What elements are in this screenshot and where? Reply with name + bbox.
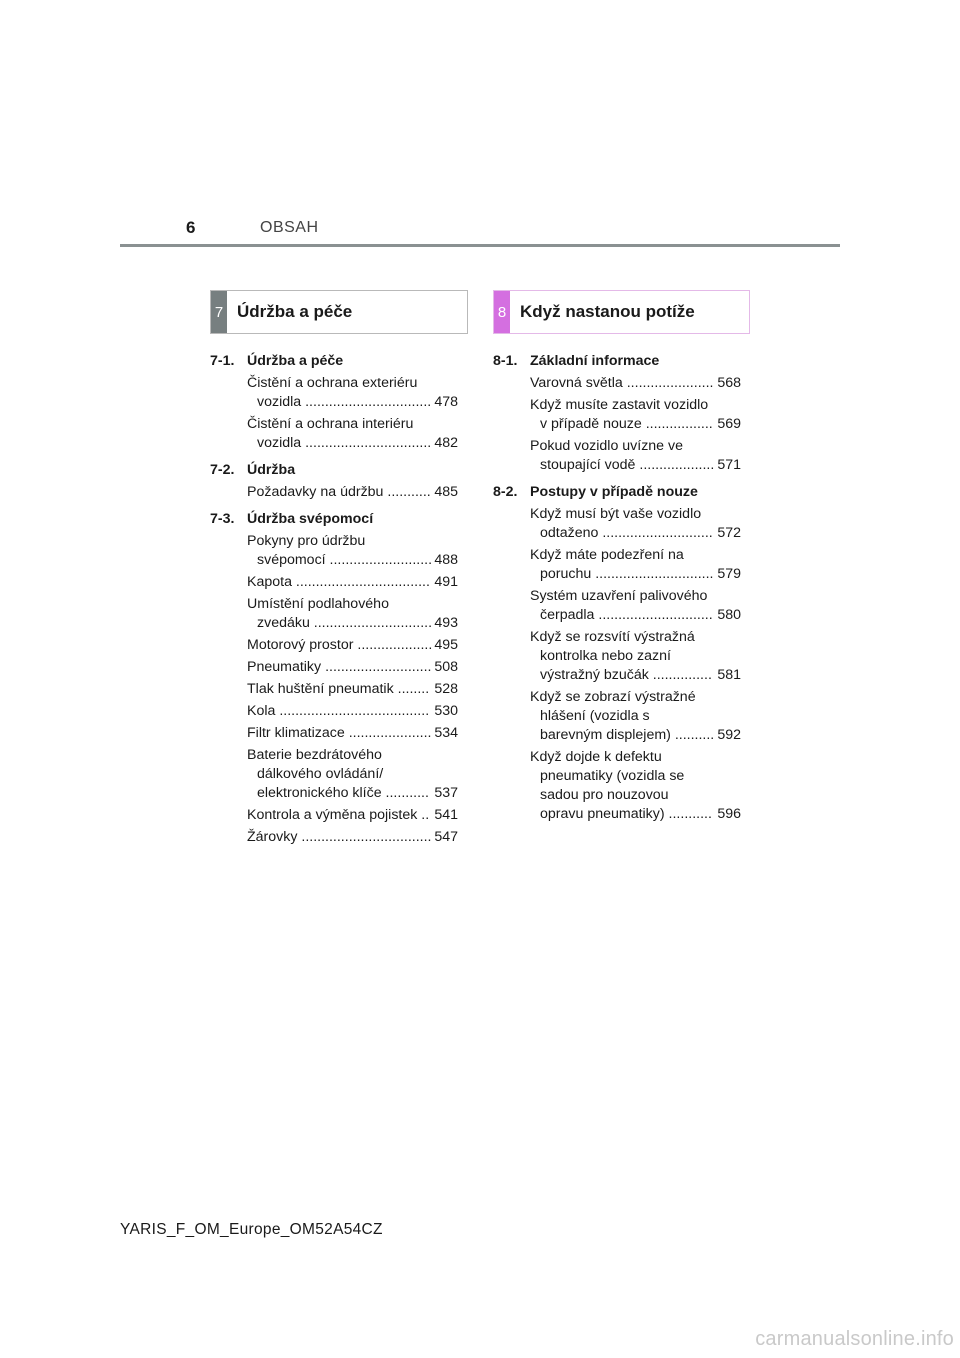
toc-entry-page: 592 — [717, 727, 741, 743]
toc-entry[interactable] — [247, 806, 458, 825]
dot-leader: .. — [417, 807, 430, 823]
toc-entry-text: Když musí být vaše vozidlo odtaženo ............................ — [530, 506, 713, 541]
toc-entry-text: Umístění podlahového zvedáku .............................. — [247, 596, 433, 631]
dot-leader: ............................ — [598, 525, 713, 541]
toc-entry[interactable] — [247, 483, 458, 502]
toc-entry-page: 569 — [717, 416, 741, 432]
toc-entry-text: Filtr klimatizace ..................... — [247, 725, 432, 741]
toc-entry[interactable] — [530, 546, 741, 584]
toc-entry[interactable] — [530, 437, 741, 475]
toc-entry-page: 580 — [717, 607, 741, 623]
toc-entry-page: 478 — [434, 394, 458, 410]
toc-entry[interactable] — [530, 396, 741, 434]
page-title: OBSAH — [260, 219, 319, 236]
toc-entry-page: 547 — [434, 829, 458, 845]
toc-entry[interactable] — [247, 374, 458, 412]
toc-entry-text: Když máte podezření na poruchu .............................. — [530, 547, 714, 582]
toc-entry-text: Čistění a ochrana interiéru vozidla ................................ — [247, 416, 432, 451]
chapter-title: Postupy v případě nouze — [530, 484, 698, 500]
chapter-heading[interactable] — [493, 352, 741, 371]
toc-entry[interactable] — [247, 636, 458, 655]
section-8-title: Když nastanou potíže — [520, 302, 695, 321]
toc-entry-text: Kapota .................................. — [247, 574, 430, 590]
chapter-title: Základní informace — [530, 353, 660, 369]
section-8-tab: 8 — [494, 291, 510, 333]
toc-entry[interactable] — [247, 724, 458, 743]
toc-entry-text: Pokud vozidlo uvízne ve stoupající vodě ................... — [530, 438, 715, 473]
page-number: 6 — [186, 218, 196, 237]
section-7-tab: 7 — [211, 291, 227, 333]
toc-entry-page: 491 — [434, 574, 458, 590]
toc-entry[interactable] — [247, 532, 458, 570]
toc-entry-text: Čistění a ochrana exteriéru vozidla ................................ — [247, 375, 432, 410]
toc-entry[interactable] — [247, 702, 458, 721]
dot-leader: ........ — [393, 681, 430, 697]
dot-leader: .............................. — [591, 566, 714, 582]
toc-entry-page: 596 — [717, 806, 741, 822]
toc-entry-text: Pneumatiky ........................... — [247, 659, 432, 675]
chapter-number: 7-2. — [210, 462, 235, 478]
dot-leader: ................................. — [297, 829, 432, 845]
dot-leader: .................................. — [291, 574, 430, 590]
toc-entry-text: Pokyny pro údržbu svépomocí .......................... — [247, 533, 433, 568]
dot-leader: ...................... — [622, 375, 714, 391]
toc-entry-page: 572 — [717, 525, 741, 541]
chapter-number: 8-1. — [493, 353, 518, 369]
chapter-heading[interactable] — [210, 352, 458, 371]
toc-entry-text: Baterie bezdrátového dálkového ovládání/ elektronického klíče ........... — [247, 747, 429, 801]
dot-leader: .......................... — [325, 552, 433, 568]
dot-leader: ........................... — [321, 659, 432, 675]
toc-entry[interactable] — [530, 628, 741, 685]
document-code: YARIS_F_OM_Europe_OM52A54CZ — [120, 1221, 383, 1238]
toc-entry-text: Kola ...................................... — [247, 703, 430, 719]
toc-entry-page: 541 — [434, 807, 458, 823]
dot-leader: .......... — [670, 727, 715, 743]
dot-leader: ........... — [381, 785, 429, 801]
dot-leader: ........... — [664, 806, 712, 822]
toc-entry-page: 537 — [434, 785, 458, 801]
toc-entry-page: 581 — [717, 667, 741, 683]
toc-entry-text: Žárovky ................................. — [247, 829, 432, 845]
dot-leader: ................... — [635, 457, 715, 473]
toc-entry-text: Kontrola a výměna pojistek .. — [247, 807, 430, 823]
dot-leader: ...................................... — [275, 703, 430, 719]
dot-leader: ................... — [353, 637, 433, 653]
dot-leader: ............... — [648, 667, 712, 683]
toc-entry[interactable] — [247, 828, 458, 847]
toc-entry-text: Když dojde k defektu pneumatiky (vozidla se sadou pro nouzovou opravu pneumatiky) ........... — [530, 749, 712, 822]
toc-entry-text: Varovná světla ...................... — [530, 375, 714, 391]
dot-leader: ................................ — [301, 394, 432, 410]
toc-entry-page: 568 — [717, 375, 741, 391]
toc-entry-text: Motorový prostor ................... — [247, 637, 433, 653]
toc-entry[interactable] — [247, 658, 458, 677]
toc-entry-text: Když se zobrazí výstražné hlášení (vozidla s barevným displejem) .......... — [530, 689, 715, 743]
toc-entry[interactable] — [530, 587, 741, 625]
toc-entry-page: 485 — [434, 484, 458, 500]
section-7-title: Údržba a péče — [237, 302, 353, 321]
chapter-title: Údržba a péče — [247, 353, 344, 369]
chapter-heading[interactable] — [493, 483, 741, 502]
toc-entry-text: Tlak huštění pneumatik ........ — [247, 681, 430, 697]
chapter-number: 7-1. — [210, 353, 235, 369]
section-8-contents — [493, 352, 741, 824]
toc-entry-page: 530 — [434, 703, 458, 719]
toc-entry-page: 493 — [434, 615, 458, 631]
toc-entry-page: 528 — [434, 681, 458, 697]
toc-entry[interactable] — [530, 505, 741, 543]
toc-entry-page: 482 — [434, 435, 458, 451]
dot-leader: ................................ — [301, 435, 432, 451]
toc-entry-page: 579 — [717, 566, 741, 582]
toc-entry-text: Když se rozsvítí výstražná kontrolka nebo zazní výstražný bzučák ............... — [530, 629, 712, 683]
section-7-contents — [210, 352, 458, 847]
dot-leader: ................. — [641, 416, 713, 432]
dot-leader: ............................. — [594, 607, 713, 623]
toc-entry[interactable] — [247, 573, 458, 592]
toc-entry[interactable] — [247, 415, 458, 453]
header-divider — [120, 244, 840, 247]
toc-entry[interactable] — [530, 748, 741, 824]
toc-entry-text: Požadavky na údržbu ........... — [247, 484, 431, 500]
watermark: carmanualsonline.info — [755, 1328, 954, 1350]
toc-entry[interactable] — [530, 688, 741, 745]
toc-entry-page: 488 — [434, 552, 458, 568]
dot-leader: ..................... — [344, 725, 432, 741]
dot-leader: .............................. — [309, 615, 433, 631]
chapter-title: Údržba — [247, 462, 296, 478]
toc-entry[interactable] — [247, 595, 458, 633]
chapter-title: Údržba svépomocí — [247, 511, 374, 527]
chapter-number: 8-2. — [493, 484, 518, 500]
toc-entry-page: 534 — [434, 725, 458, 741]
toc-entry-page: 508 — [434, 659, 458, 675]
toc-entry[interactable] — [247, 746, 458, 803]
chapter-heading[interactable] — [210, 461, 458, 480]
toc-entry-text: Systém uzavření palivového čerpadla ............................. — [530, 588, 713, 623]
toc-entry-page: 495 — [434, 637, 458, 653]
section-7-heading — [210, 290, 468, 334]
toc-entry[interactable] — [247, 680, 458, 699]
chapter-heading[interactable] — [210, 510, 458, 529]
toc-entry-text: Když musíte zastavit vozidlo v případě nouze ................. — [530, 397, 713, 432]
dot-leader: ........... — [383, 484, 431, 500]
toc-entry[interactable] — [530, 374, 741, 393]
chapter-number: 7-3. — [210, 511, 235, 527]
toc-entry-page: 571 — [717, 457, 741, 473]
section-8-heading — [493, 290, 750, 334]
